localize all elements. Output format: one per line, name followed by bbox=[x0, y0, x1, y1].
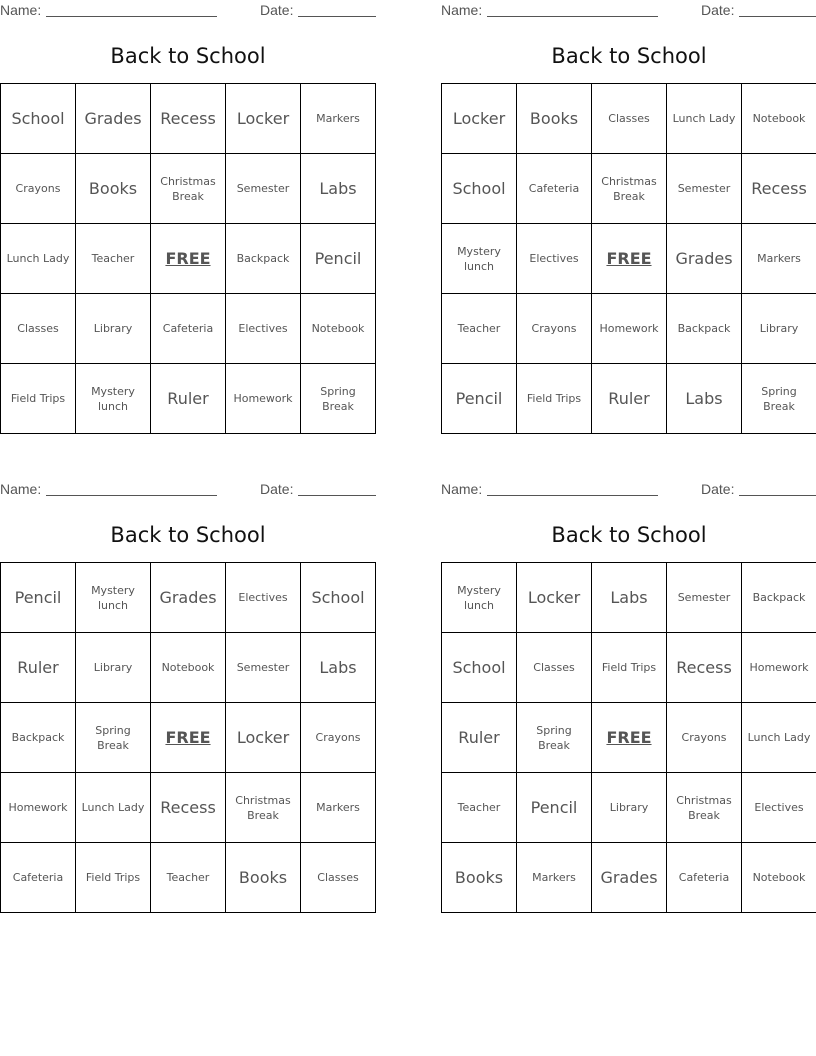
bingo-cell[interactable]: Teacher bbox=[151, 843, 226, 913]
bingo-cell[interactable]: Electives bbox=[517, 224, 592, 294]
bingo-cell[interactable]: Library bbox=[76, 633, 151, 703]
grid-row bbox=[442, 843, 816, 913]
bingo-cell[interactable]: Backpack bbox=[742, 563, 816, 633]
bingo-cell[interactable]: Labs bbox=[667, 364, 742, 434]
bingo-cell[interactable]: Cafeteria bbox=[151, 294, 226, 364]
name-field[interactable] bbox=[46, 495, 217, 496]
grid-row bbox=[1, 294, 376, 364]
bingo-cell[interactable]: Pencil bbox=[442, 364, 517, 434]
bingo-cell[interactable]: Locker bbox=[517, 563, 592, 633]
bingo-cell[interactable]: Classes bbox=[517, 633, 592, 703]
bingo-cell[interactable]: Field Trips bbox=[517, 364, 592, 434]
bingo-cell[interactable]: Electives bbox=[226, 294, 301, 364]
bingo-cell[interactable]: Notebook bbox=[151, 633, 226, 703]
bingo-cell[interactable]: Mystery lunch bbox=[442, 224, 517, 294]
date-label: Date: bbox=[260, 481, 294, 497]
grid-row bbox=[1, 773, 376, 843]
bingo-cell[interactable]: Markers bbox=[517, 843, 592, 913]
name-field[interactable] bbox=[487, 16, 658, 17]
date-field[interactable] bbox=[739, 16, 816, 17]
bingo-cell[interactable]: Books bbox=[517, 84, 592, 154]
bingo-cell[interactable]: Crayons bbox=[301, 703, 376, 773]
bingo-cell[interactable]: Semester bbox=[667, 154, 742, 224]
bingo-cell[interactable]: Grades bbox=[667, 224, 742, 294]
bingo-cell[interactable]: Recess bbox=[742, 154, 816, 224]
bingo-cell[interactable]: Recess bbox=[667, 633, 742, 703]
date-label: Date: bbox=[260, 2, 294, 18]
bingo-cell[interactable]: Grades bbox=[151, 563, 226, 633]
date-field[interactable] bbox=[298, 16, 376, 17]
bingo-cell[interactable]: Christmas Break bbox=[592, 154, 667, 224]
bingo-card-3 bbox=[0, 479, 376, 913]
bingo-cell[interactable]: Homework bbox=[592, 294, 667, 364]
bingo-cell[interactable]: Crayons bbox=[667, 703, 742, 773]
bingo-cell[interactable]: Books bbox=[226, 843, 301, 913]
card-title: Back to School bbox=[551, 44, 707, 68]
bingo-cell[interactable]: Electives bbox=[742, 773, 816, 843]
bingo-cell[interactable]: Books bbox=[76, 154, 151, 224]
bingo-cell[interactable]: Library bbox=[592, 773, 667, 843]
name-label: Name: bbox=[441, 2, 483, 18]
bingo-cell[interactable]: Mystery lunch bbox=[76, 563, 151, 633]
bingo-cell[interactable]: School bbox=[301, 563, 376, 633]
bingo-cell[interactable]: Pencil bbox=[517, 773, 592, 843]
grid-row bbox=[442, 563, 816, 633]
free-space[interactable]: FREE bbox=[151, 224, 226, 294]
date-field[interactable] bbox=[298, 495, 376, 496]
grid-row bbox=[442, 703, 816, 773]
grid-row bbox=[1, 633, 376, 703]
bingo-cell[interactable]: Pencil bbox=[1, 563, 76, 633]
bingo-cell[interactable]: Teacher bbox=[442, 294, 517, 364]
bingo-cell[interactable]: Labs bbox=[592, 563, 667, 633]
grid-row bbox=[442, 294, 816, 364]
bingo-cell[interactable]: Books bbox=[442, 843, 517, 913]
name-label: Name: bbox=[0, 481, 42, 497]
name-field[interactable] bbox=[46, 16, 217, 17]
bingo-cell[interactable]: Ruler bbox=[592, 364, 667, 434]
free-space[interactable]: FREE bbox=[592, 224, 667, 294]
bingo-cell[interactable]: Classes bbox=[592, 84, 667, 154]
bingo-cell[interactable]: Semester bbox=[226, 154, 301, 224]
bingo-cell[interactable]: Backpack bbox=[226, 224, 301, 294]
bingo-cell[interactable]: School bbox=[1, 84, 76, 154]
bingo-cell[interactable]: Library bbox=[76, 294, 151, 364]
bingo-card-4 bbox=[441, 479, 816, 913]
bingo-cell[interactable]: Spring Break bbox=[742, 364, 816, 434]
bingo-cell[interactable]: Classes bbox=[1, 294, 76, 364]
grid-row bbox=[442, 364, 816, 434]
bingo-cell[interactable]: Backpack bbox=[1, 703, 76, 773]
card-title: Back to School bbox=[110, 44, 266, 68]
bingo-cell[interactable]: Locker bbox=[442, 84, 517, 154]
bingo-cell[interactable]: Lunch Lady bbox=[667, 84, 742, 154]
bingo-cell[interactable]: Library bbox=[742, 294, 816, 364]
bingo-cell[interactable]: Markers bbox=[742, 224, 816, 294]
bingo-cell[interactable]: Labs bbox=[301, 633, 376, 703]
date-label: Date: bbox=[701, 2, 735, 18]
bingo-cell[interactable]: Teacher bbox=[76, 224, 151, 294]
bingo-cell[interactable]: Recess bbox=[151, 773, 226, 843]
bingo-cell[interactable]: Recess bbox=[151, 84, 226, 154]
bingo-cell[interactable]: Markers bbox=[301, 773, 376, 843]
grid-row bbox=[1, 224, 376, 294]
bingo-card-2 bbox=[441, 0, 816, 434]
name-field[interactable] bbox=[487, 495, 658, 496]
grid-row bbox=[1, 843, 376, 913]
bingo-cell[interactable]: Locker bbox=[226, 703, 301, 773]
bingo-grid bbox=[0, 83, 376, 434]
grid-row bbox=[442, 84, 816, 154]
bingo-cell[interactable]: Ruler bbox=[1, 633, 76, 703]
bingo-cell[interactable]: Homework bbox=[742, 633, 816, 703]
card-header bbox=[441, 479, 816, 501]
card-header bbox=[0, 479, 376, 501]
grid-row bbox=[1, 563, 376, 633]
bingo-cell[interactable]: School bbox=[442, 154, 517, 224]
bingo-cell[interactable]: Semester bbox=[226, 633, 301, 703]
bingo-cell[interactable]: Lunch Lady bbox=[76, 773, 151, 843]
bingo-cell[interactable]: Notebook bbox=[742, 84, 816, 154]
bingo-grid bbox=[0, 562, 376, 913]
bingo-cell[interactable]: Grades bbox=[76, 84, 151, 154]
grid-row bbox=[442, 773, 816, 843]
card-header bbox=[0, 0, 376, 22]
card-title: Back to School bbox=[551, 523, 707, 547]
date-field[interactable] bbox=[739, 495, 816, 496]
bingo-cell[interactable]: Backpack bbox=[667, 294, 742, 364]
bingo-cell[interactable]: Locker bbox=[226, 84, 301, 154]
bingo-cell[interactable]: Markers bbox=[301, 84, 376, 154]
date-label: Date: bbox=[701, 481, 735, 497]
card-title: Back to School bbox=[110, 523, 266, 547]
bingo-grid bbox=[441, 562, 816, 913]
bingo-cell[interactable]: Lunch Lady bbox=[1, 224, 76, 294]
bingo-cell[interactable]: Labs bbox=[301, 154, 376, 224]
bingo-cell[interactable]: Homework bbox=[1, 773, 76, 843]
bingo-cell[interactable]: Christmas Break bbox=[667, 773, 742, 843]
grid-row bbox=[1, 154, 376, 224]
bingo-cell[interactable]: Classes bbox=[301, 843, 376, 913]
bingo-cell[interactable]: Homework bbox=[226, 364, 301, 434]
grid-row bbox=[442, 224, 816, 294]
bingo-cell[interactable]: Notebook bbox=[301, 294, 376, 364]
bingo-cell[interactable]: Crayons bbox=[517, 294, 592, 364]
bingo-cell[interactable]: Ruler bbox=[442, 703, 517, 773]
bingo-cell[interactable]: Mystery lunch bbox=[76, 364, 151, 434]
bingo-cell[interactable]: Cafeteria bbox=[1, 843, 76, 913]
grid-row bbox=[442, 154, 816, 224]
bingo-card-1 bbox=[0, 0, 376, 434]
grid-row bbox=[442, 633, 816, 703]
bingo-cell[interactable]: Spring Break bbox=[301, 364, 376, 434]
grid-row bbox=[1, 703, 376, 773]
bingo-cell[interactable]: Mystery lunch bbox=[442, 563, 517, 633]
bingo-grid bbox=[441, 83, 816, 434]
bingo-cell[interactable]: Teacher bbox=[442, 773, 517, 843]
bingo-cell[interactable]: Christmas Break bbox=[151, 154, 226, 224]
bingo-cell[interactable]: Spring Break bbox=[517, 703, 592, 773]
bingo-cell[interactable]: Field Trips bbox=[76, 843, 151, 913]
free-space[interactable]: FREE bbox=[592, 703, 667, 773]
bingo-cell[interactable]: Crayons bbox=[1, 154, 76, 224]
name-label: Name: bbox=[0, 2, 42, 18]
free-space[interactable]: FREE bbox=[151, 703, 226, 773]
bingo-cell[interactable]: Grades bbox=[592, 843, 667, 913]
grid-row bbox=[1, 84, 376, 154]
bingo-cell[interactable]: Ruler bbox=[151, 364, 226, 434]
bingo-cell[interactable]: Cafeteria bbox=[517, 154, 592, 224]
bingo-cell[interactable]: Spring Break bbox=[76, 703, 151, 773]
bingo-cell[interactable]: Cafeteria bbox=[667, 843, 742, 913]
bingo-cell[interactable]: Field Trips bbox=[592, 633, 667, 703]
bingo-cell[interactable]: School bbox=[442, 633, 517, 703]
bingo-cell[interactable]: Field Trips bbox=[1, 364, 76, 434]
bingo-cell[interactable]: Lunch Lady bbox=[742, 703, 816, 773]
bingo-cell[interactable]: Christmas Break bbox=[226, 773, 301, 843]
bingo-cell[interactable]: Pencil bbox=[301, 224, 376, 294]
card-header bbox=[441, 0, 816, 22]
bingo-cell[interactable]: Semester bbox=[667, 563, 742, 633]
bingo-cell[interactable]: Notebook bbox=[742, 843, 816, 913]
bingo-cell[interactable]: Electives bbox=[226, 563, 301, 633]
name-label: Name: bbox=[441, 481, 483, 497]
grid-row bbox=[1, 364, 376, 434]
